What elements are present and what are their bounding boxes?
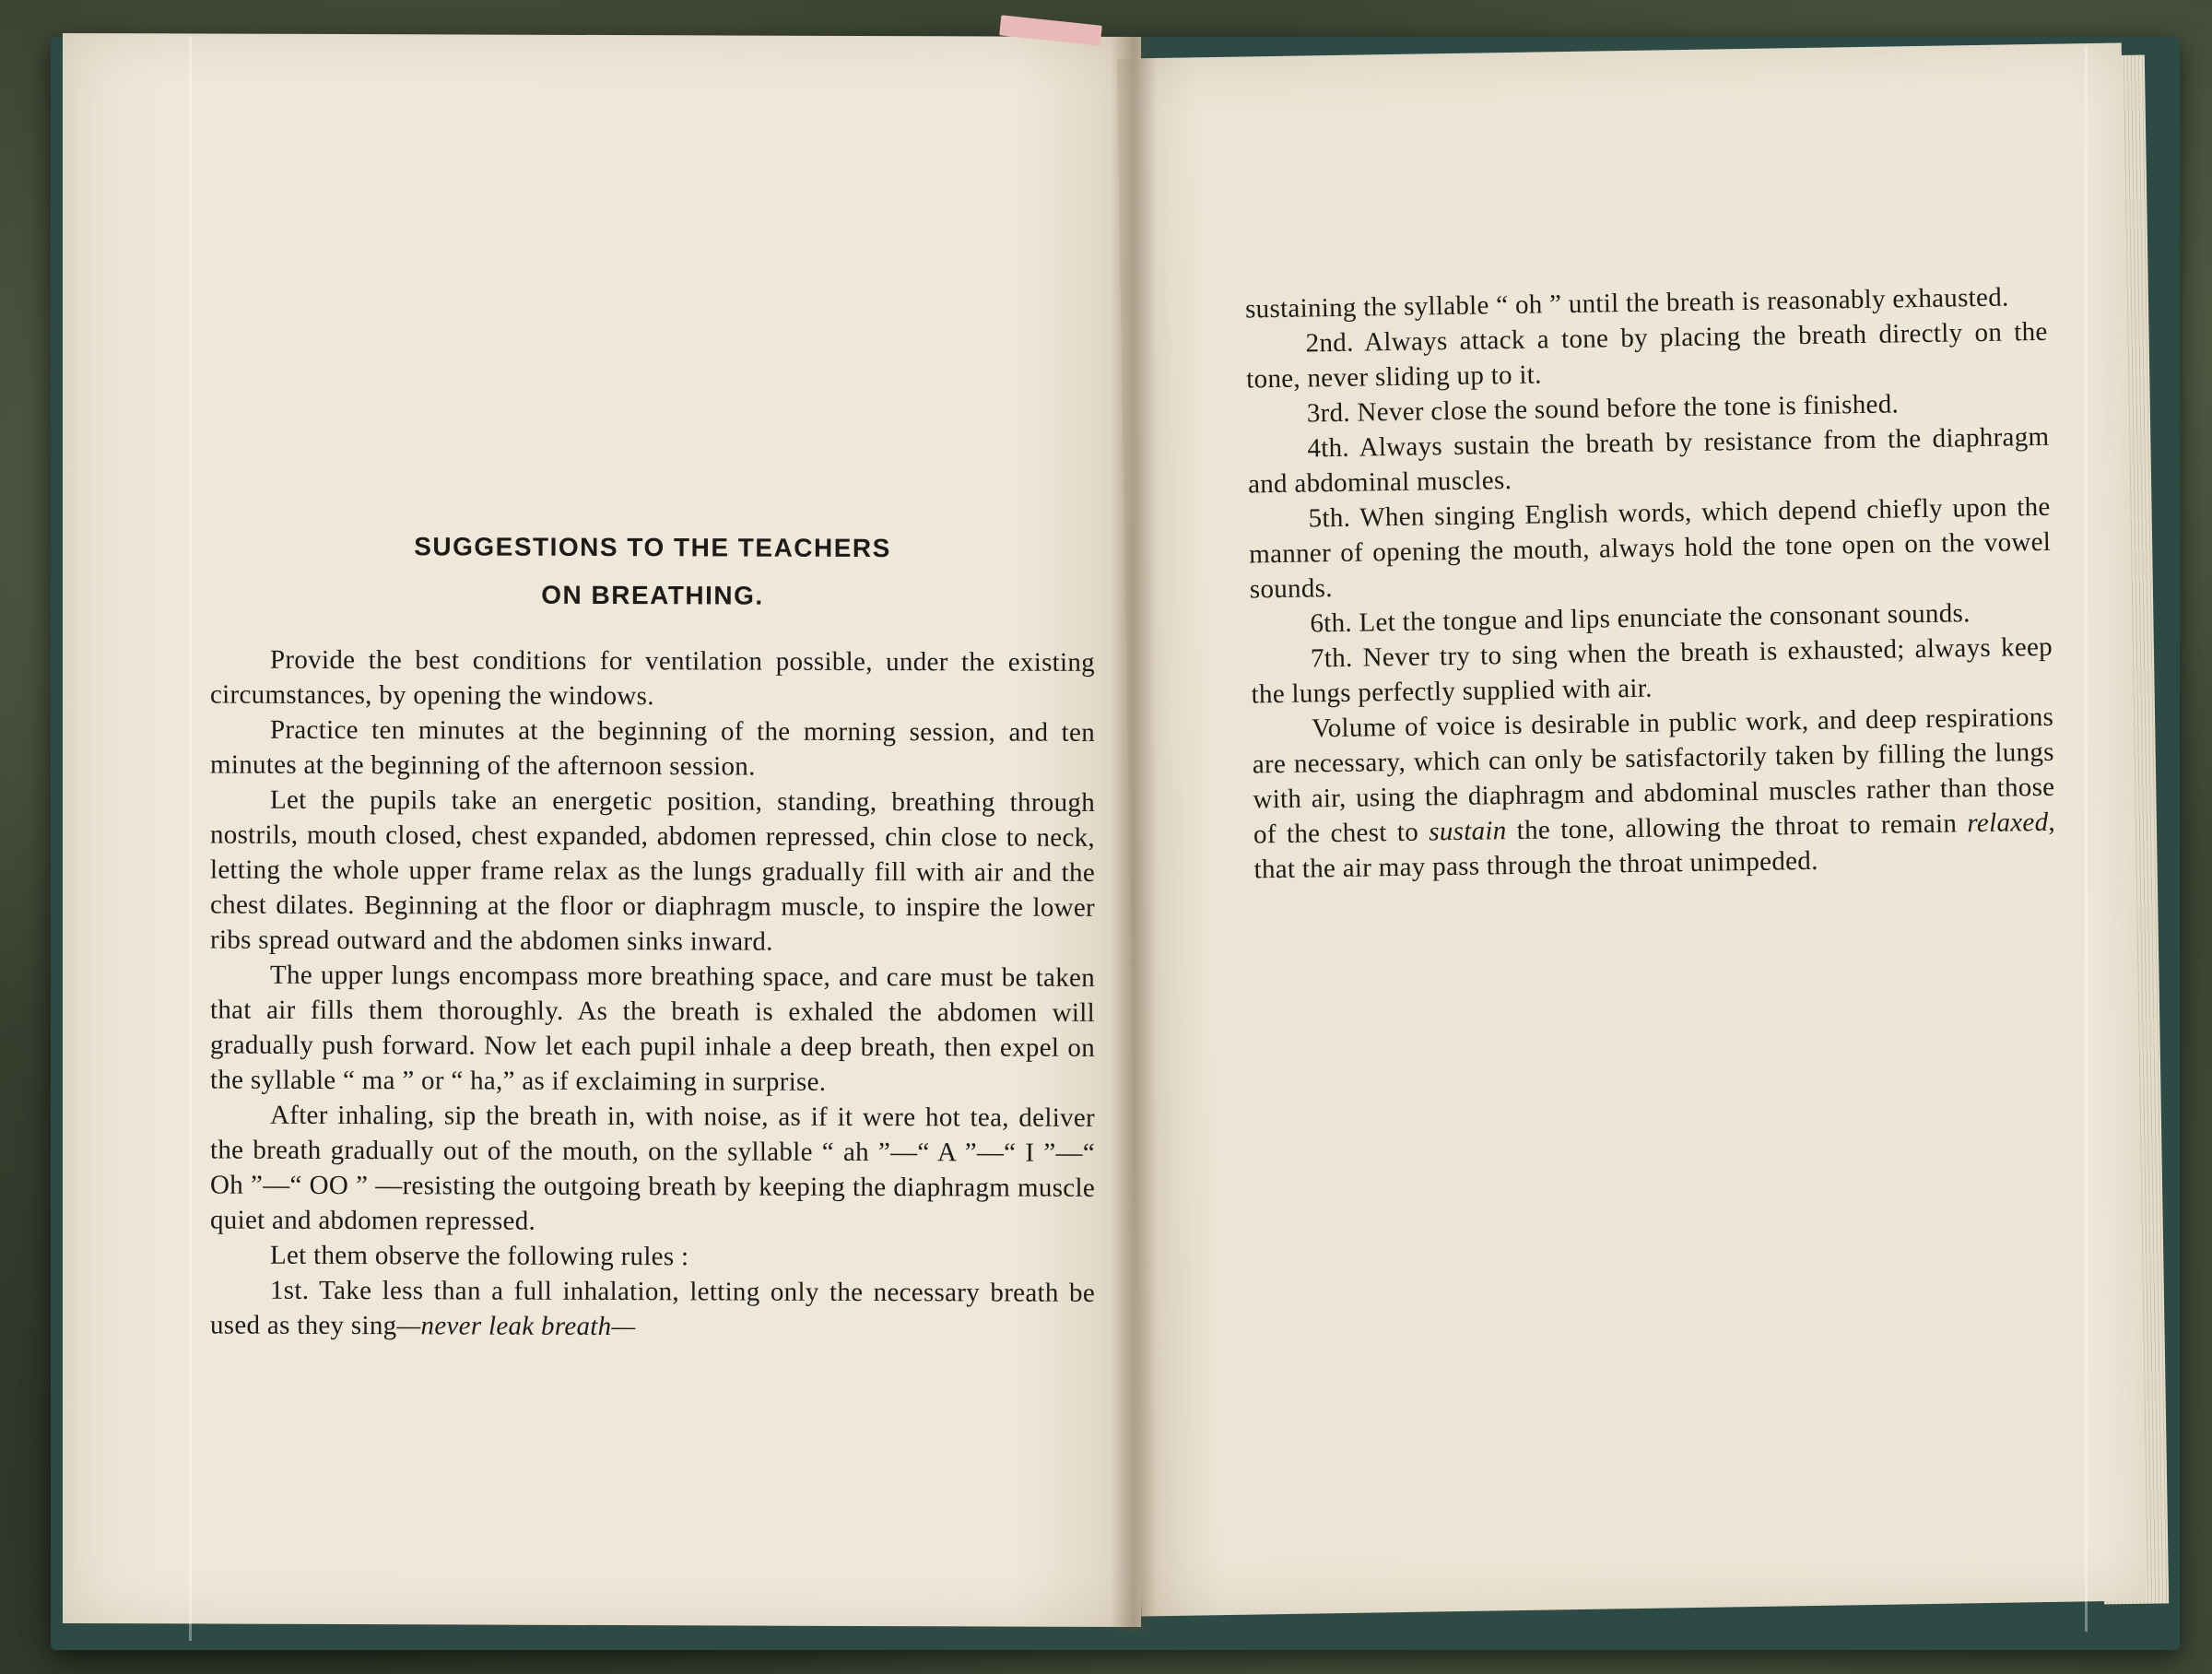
paragraph-practice: Practice ten minutes at the beginning of the morning session, and ten minutes at the beginning of the afternoon session. <box>210 714 1095 782</box>
paragraph-volume <box>1252 700 2056 888</box>
left-page-body <box>210 642 1095 1346</box>
rule-6: 6th. Let the tongue and lips enunciate the consonant sounds. <box>1310 598 1971 639</box>
rule-2: 2nd. Always attack a tone by placing the breath directly on the tone, never sliding up to it. <box>1246 316 2048 395</box>
paragraph-upper-lungs: The upper lungs encompass more breathing space, and care must be taken that air fills them thoroughly. As the breath is exhaled the abdomen will gradually push forward. Now let each pupil inhale a deep breath, then expel on the syllable “ ma ” or “ ha,” as if exclaiming in surprise. <box>210 960 1095 1097</box>
rule-7: 7th. Never try to sing when the breath is exhausted; always keep the lungs perfectly supplied with air. <box>1251 631 2053 710</box>
section-heading-line-2: ON BREATHING. <box>541 580 764 610</box>
rule-3: 3rd. Never close the sound before the tone is finished. <box>1306 389 1900 429</box>
plastic-sleeve-edge-left <box>189 37 192 1641</box>
volume-text-3: , that the air may pass through the throat unimpeded. <box>1253 807 2056 885</box>
volume-italic-relaxed: relaxed <box>1967 807 2049 839</box>
rule-5: 5th. When singing English words, which depend chiefly upon the manner of opening the mouth, always hold the tone open on the vowel sounds. <box>1249 491 2052 605</box>
volume-text-1: Volume of voice is desirable in public work, and deep respirations are necessary, which can only be satisfactorily taken by filling the lungs with air, using the diaphragm and abdominal muscles rather than those of the chest to <box>1252 701 2055 850</box>
rule-1-continuation: sustaining the syllable “ oh ” until the breath is reasonably exhausted. <box>1244 282 2009 324</box>
section-heading-line-1: SUGGESTIONS TO THE TEACHERS <box>414 532 891 563</box>
rule-1 <box>210 1273 1095 1346</box>
plastic-sleeve-edge-right <box>2085 46 2088 1632</box>
volume-text-2: the tone, allowing the throat to remain <box>1506 808 1968 846</box>
rule-4: 4th. Always sustain the breath by resistance from the diaphragm and abdominal muscles. <box>1247 421 2050 500</box>
volume-italic-sustain: sustain <box>1428 816 1507 847</box>
rule-1-text: 1st. Take less than a full inhalation, letting only the necessary breath be used as they sing <box>210 1275 1095 1341</box>
left-page <box>63 33 1141 1627</box>
rule-1-italic: —never leak breath— <box>396 1311 636 1342</box>
paragraph-rules-intro: Let them observe the following rules : <box>270 1240 689 1272</box>
right-page <box>1117 43 2146 1617</box>
right-page-body <box>1245 279 2056 888</box>
paragraph-position: Let the pupils take an energetic position, standing, breathing through nostrils, mouth closed, chest expanded, abdomen repressed, chin close to neck, letting the whole upper frame relax as the lungs gradually fill with air and the chest dilates. Beginning at the floor or diaphragm muscle, to inspire the lower ribs spread outward and the abdomen sinks inward. <box>210 784 1095 957</box>
paragraph-after-inhaling: After inhaling, sip the breath in, with noise, as if it were hot tea, deliver the breath gradually out of the mouth, on the syllable “ ah ”—“ A ”—“ I ”—“ Oh ”—“ OO ” —resisting the outgoing breath by keeping the diaphragm muscle quiet and abdomen repressed. <box>210 1100 1095 1236</box>
paragraph-ventilation: Provide the best conditions for ventilation possible, under the existing circumstances, by opening the windows. <box>210 644 1095 712</box>
gutter-shadow <box>1111 37 1157 1632</box>
